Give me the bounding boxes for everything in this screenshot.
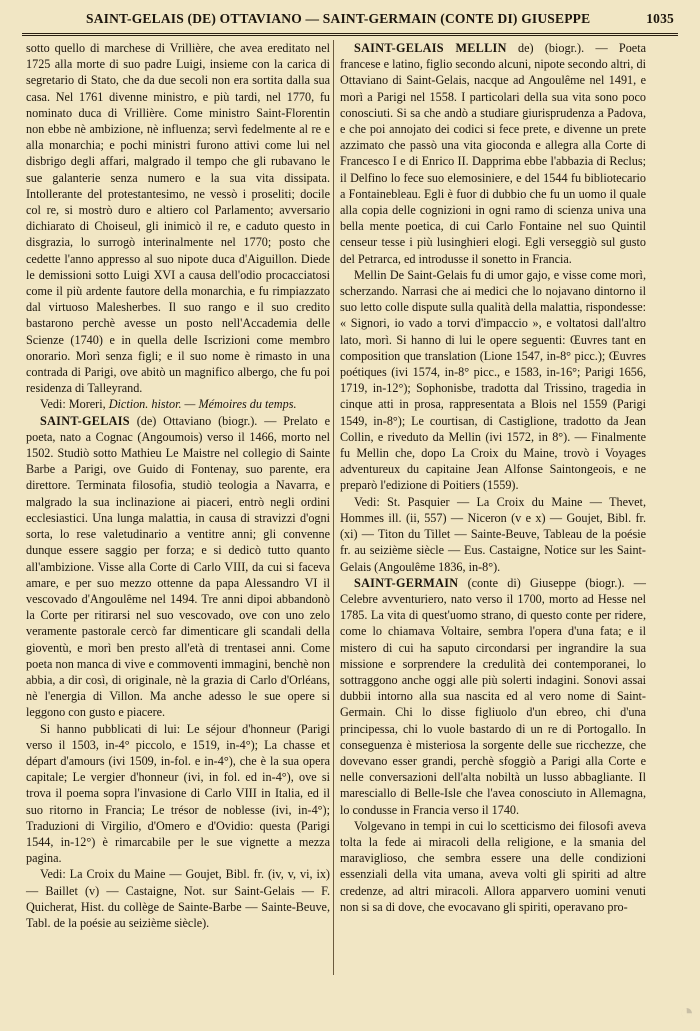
works-paragraph: Si hanno pubblicati di lui: Le séjour d'honneur (Parigi verso il 1503, in-4° piccolo, e 1519, in-4°); La chasse et départ d'amours (ivi 1509, in-fol. e in-4°), che è la sua opera capitale; Le vergier d'honneur (ivi, in fol. ed in-4°), ove si trova il poema sopra l'invasione di Carlo VIII in Italia, ed il suo ritorno in Francia; Le trésor de noblesse (ivi, in-4°); Traduzioni di Virgilio, d'Omero e d'Ovidio: questa (Parigi 1544, in-12°) è rimarcabile per le sue vignette a mezza pagina.	[26, 721, 330, 866]
header-rule	[22, 33, 678, 36]
column-divider	[333, 40, 334, 975]
entry-saint-germain	[340, 575, 646, 818]
entry-ottaviano	[26, 413, 330, 721]
references-ottaviano: Vedi: La Croix du Maine — Goujet, Bibl. fr. (iv, v, vi, ix) — Baillet (v) — Castaigne, Not. sur Saint-Gelais — F. Quicherat, Hist. du collège de Sainte-Barbe — Sainte-Beuve, Tabl. de la poésie au seizième siècle).	[26, 867, 330, 930]
entry-headword: SAINT-GERMAIN	[354, 575, 459, 590]
references-saint-florentin	[26, 396, 330, 412]
entry-body: de) (biogr.). — Poeta francese e latino, figlio secondo alcuni, nipote secondo altri, di Ottaviano di Saint-Gelais, nacque ad Angoulême nel 1491, e morì a Parigi nel 1558. I particolari della sua vita sono poco conosciuti. Si sa che andò a studiare giurisprudenza a Padova, e che poi annojato dei codici si fece prete, e divenne un prete azzimato che passò una vita gioconda e allegra alla Corte di Francesco I e di Enrico II. Dapprima ebbe l'abbazia di Reclus; il Delfino lo fece suo elemosiniere, e del 1544 fu bibliotecario a Fontainebleau. Egli è fuor di dubbio che fu un uomo il quale alla copia delle cognizioni in ogni ramo di scienza univa una bella mente poetica, di cui Carlo Fontaine nel suo Quintil censeur tesse i più lusinghieri elogi. Egli verseggiò sul gusto del Petrarca, ed introdusse il sonetto in Francia.	[340, 41, 647, 266]
entry-mellin	[340, 40, 646, 267]
right-column	[340, 40, 646, 915]
reference-lead: Vedi: Moreri,	[40, 397, 109, 412]
entry-body: (de) Ottaviano (biogr.). — Prelato e poeta, nato a Cognac (Angoumois) verso il 1466, morto nel 1502. Studiò sotto Mathieu Le Maistre nel collegio di Sainte Barbe a Parigi, ove Guido di Fontenay, suo parente, era direttore. Terminata filosofia, studiò teologia a Navarra, e malgrado la sua inclinazione ai piaceri, entrò negli ordini ecclesiastici. Una lunga malattia, in causa di stravizzi d'ogni sorta, lo rese valetudinario a ventitre anni; gli convenne dunque essere saggio per forza; e si dedicò tutto quanto all'ambizione. Visse alla Corte di Carlo VIII, da cui si faceva amare, e per suo mezzo ottenne da papa Alessandro VI il vescovado d'Angoulême nel 1494. Tre anni dipoi abbandonò la Corte per ritirarsi nel suo vescovado, ove con uno zelo veramente pastorale cercò far dimenticare gli scandali della gioventù, e morì ben presto all'età di trentasei anni. Come poeta non manca di vive e commoventi immagini, benchè non abbia, a dir così, di originale, nè la grazia di Carlo d'Orléans, nè l'energia di Villon. Ma anche adesso le sue opere si leggono con gusto e piacere.	[26, 413, 330, 720]
references-mellin: Vedi: St. Pasquier — La Croix du Maine — Thevet, Hommes ill. (ii, 557) — Niceron (v e x) — Goujet, Bibl. fr. (xi) — Titon du Tillet — Sainte-Beuve, Tableau de la poésie fr. au seizième siècle — Eus. Castaigne, Notice sur les Saint-Gelais (Angoulême 1836, in-8°).	[340, 494, 646, 574]
entry-headword: SAINT-GELAIS	[40, 413, 130, 428]
page-number: 1035	[646, 11, 674, 26]
left-column	[26, 40, 330, 931]
page-header	[28, 8, 674, 30]
scan-watermark: ◔	[679, 1000, 694, 1026]
entry-headword: SAINT-GELAIS MELLIN	[354, 41, 507, 55]
running-title: SAINT-GELAIS (DE) OTTAVIANO — SAINT-GERMAIN (CONTE DI) GIUSEPPE	[86, 11, 591, 26]
entry-body: (conte di) Giuseppe (biogr.). — Celebre avventuriero, nato verso il 1700, morto ad Hesse nel 1785. La vita di quest'uomo strano, di questo conte per ridere, come lo chiamava Voltaire, sembra l'opera d'una fata; e il mistero di cui ha saputo circondarsi per ingrandire la sua missione e sorprendere la credulità dei contemporanei, lo sottraggono anche oggi alle più solerti indagini. Sonovi assai dubbii intorno alla sua nascita ed al vero nome di Saint-Germain. Chi lo disse figliuolo d'un ebreo, chi d'una principessa, chi lo vuole bastardo di un re di Portogallo. In conseguenza è misteriosa la sorgente delle sue ricchezze, che dovevano esser grandi, perchè sfoggiò a Parigi alla Corte e nelle conversazioni dell'alta nobiltà un lusso abbagliante. Il maresciallo di Belle-Isle che l'avea conosciuto in Allemagna, lo condusse in Francia verso il 1740.	[340, 575, 646, 817]
saint-germain-paragraph: Volgevano in tempi in cui lo scetticismo dei filosofi aveva tolta la fede ai miracoli della religione, e la smania del maraviglioso, che sembra essere una delle condizioni essenziali della vita umana, aveva volti gli spiriti ad altre credenze, ad altri miracoli. Allora apparvero uomini venuti non si sa di dove, che evocavano gli spiriti, operavano pro-	[340, 818, 646, 914]
paragraph-continuation: sotto quello di marchese di Vrillière, che avea ereditato nel 1725 alla morte di suo padre Luigi, insieme con la carica di segretario di Stato, che da due secoli non era sortita dalla sua casa. Nel 1761 divenne ministro, e più tardi, nel 1770, fu nominato duca di Vrillière. Come ministro Saint-Florentin non ebbe nè ambizione, nè influenza; servì fedelmente al re e alla monarchia; e pochi ministri furono attivi come lui nel disbrigo degli affari, malgrado il tempo che gli rubavano le sue galanterie senza numero e la sua vita dissipata. Intollerante del protestantesimo, ne vessò i proseliti; docile col re, si mostrò duro e altiero col Parlamento; avversario dichiarato di Choiseul, gli inimicò il re, e caduto questo in disgrazia, lo surrogò interinalmente nel 1770; posto che cedette l'anno appresso al suo nipote duca d'Aiguillon. Diede le demissioni sotto Luigi XVI a causa dell'odio procacciatosi come il più ardente fautore della monarchia, e fu rimpiazzato dal virtuoso Malesherbes. Il suo rango e il suo credito bastarono perchè avesse un posto nell'Accademia delle Scienze (1740) e in quella delle Iscrizioni come membro onorario. Morì senza figli; e il suo nome è rimasto in una contrada di Parigi, ove abitò un magnifico albergo, che fu poi residenza di Talleyrand.	[26, 41, 330, 396]
reference-work: Diction. histor. — Mémoires du temps.	[108, 397, 297, 412]
mellin-paragraph: Mellin De Saint-Gelais fu di umor gajo, e visse come morì, scherzando. Narrasi che ai medici che lo nojavano dintorno il suo letto colle dispute sulla qualità della malattia, rispondesse: « Signori, io vado a torvi d'impaccio », e voltatosi dall'altro lato, morì. Si hanno di lui le opere seguenti: Œuvres tant en composition que translation (Lione 1547, in-8° picc.); Œuvres poétiques (ivi 1574, in-8° picc., e 1583, in-16°; Parigi 1656, 1719, in-12°); Sophonisbe, tradotta dal Trissino, tragedia in cinque atti in prosa, rappresentata a Blois nel 1559 (Parigi 1549, in-8°); Le courtisan, di Castiglione, tradotto da Jean Collin, e riveduto da Mellin (ivi 1572, in 8°). — Finalmente fu Mellin che, dopo La Croix du Maine, trovò i Voyages adventureux du capitaine Jean Alfonse Saintongeois, e ne preparò l'edizione di Poitiers (1559).	[340, 267, 646, 493]
